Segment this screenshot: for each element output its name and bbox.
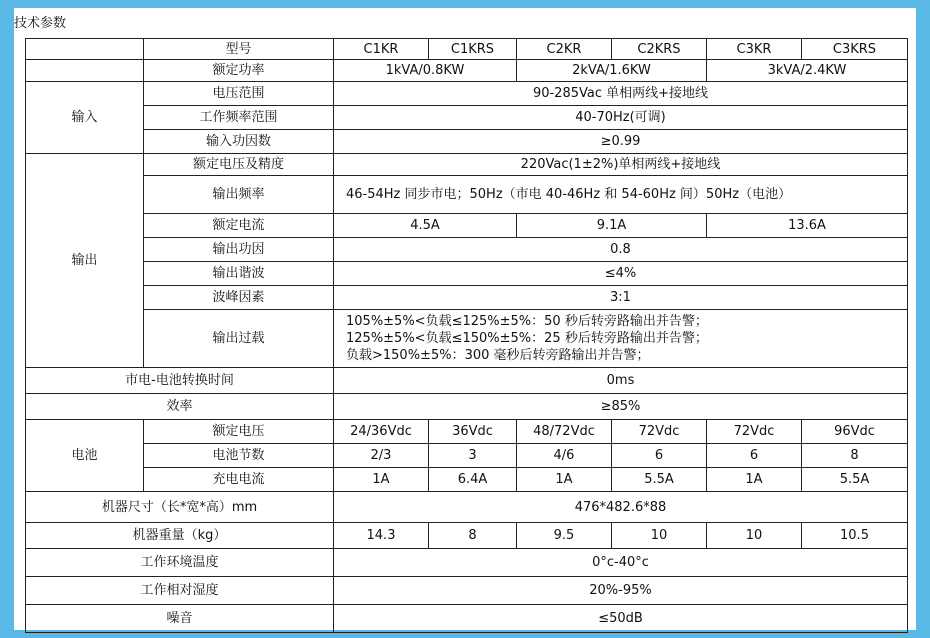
weight-cell: 10 — [612, 523, 707, 549]
power-cell: 1kVA/0.8KW — [334, 60, 517, 82]
battery-group-label: 电池 — [26, 420, 144, 492]
model-cell: C1KRS — [429, 39, 517, 60]
battery-charge-cell: 5.5A — [612, 468, 707, 492]
output-freq-label: 输出频率 — [144, 176, 334, 214]
output-thd-label: 输出谐波 — [144, 262, 334, 286]
input-group-label: 输入 — [26, 82, 144, 154]
temp-label: 工作环境温度 — [26, 549, 334, 577]
input-voltage-value: 90-285Vac 单相两线+接地线 — [334, 82, 908, 106]
output-overload-value — [334, 310, 908, 368]
battery-cells-cell: 6 — [612, 444, 707, 468]
power-cell: 3kVA/2.4KW — [707, 60, 908, 82]
weight-cell: 10.5 — [802, 523, 908, 549]
row-weight — [26, 523, 908, 549]
power-cell: 2kVA/1.6KW — [517, 60, 707, 82]
row-humidity — [26, 577, 908, 605]
power-label: 额定功率 — [144, 60, 334, 82]
row-input-freq — [26, 106, 908, 130]
model-cell: C2KR — [517, 39, 612, 60]
weight-label: 机器重量（kg） — [26, 523, 334, 549]
empty-cell — [26, 39, 144, 60]
humidity-label: 工作相对湿度 — [26, 577, 334, 605]
size-value: 476*482.6*88 — [334, 492, 908, 523]
input-pf-label: 输入功因数 — [144, 130, 334, 154]
output-pf-label: 输出功因 — [144, 238, 334, 262]
battery-voltage-cell: 72Vdc — [707, 420, 802, 444]
row-output-crest — [26, 286, 908, 310]
row-battery-charge — [26, 468, 908, 492]
battery-charge-cell: 6.4A — [429, 468, 517, 492]
output-thd-value: ≤4% — [334, 262, 908, 286]
output-current-cell: 4.5A — [334, 214, 517, 238]
row-output-freq — [26, 176, 908, 214]
row-model — [26, 39, 908, 60]
row-transfer — [26, 368, 908, 394]
output-crest-value: 3:1 — [334, 286, 908, 310]
battery-voltage-cell: 24/36Vdc — [334, 420, 429, 444]
output-current-cell: 13.6A — [707, 214, 908, 238]
battery-voltage-cell: 72Vdc — [612, 420, 707, 444]
battery-charge-label: 充电电流 — [144, 468, 334, 492]
output-pf-value: 0.8 — [334, 238, 908, 262]
efficiency-label: 效率 — [26, 394, 334, 420]
weight-cell: 10 — [707, 523, 802, 549]
caption: 技术参数 — [14, 16, 67, 31]
output-crest-label: 波峰因素 — [144, 286, 334, 310]
row-output-voltage — [26, 154, 908, 176]
size-label: 机器尺寸（长*宽*高）mm — [26, 492, 334, 523]
model-cell: C1KR — [334, 39, 429, 60]
row-efficiency — [26, 394, 908, 420]
model-cell: C3KRS — [802, 39, 908, 60]
overload-line: 负载>150%±5%：300 毫秒后转旁路输出并告警； — [346, 348, 650, 363]
battery-charge-cell: 1A — [517, 468, 612, 492]
row-noise — [26, 605, 908, 633]
row-output-current — [26, 214, 908, 238]
input-voltage-label: 电压范围 — [144, 82, 334, 106]
battery-voltage-cell: 36Vdc — [429, 420, 517, 444]
output-overload-label: 输出过载 — [144, 310, 334, 368]
model-cell: C3KR — [707, 39, 802, 60]
row-output-thd — [26, 262, 908, 286]
input-pf-value: ≥0.99 — [334, 130, 908, 154]
battery-voltage-cell: 48/72Vdc — [517, 420, 612, 444]
battery-cells-cell: 8 — [802, 444, 908, 468]
battery-charge-cell: 1A — [334, 468, 429, 492]
battery-charge-cell: 1A — [707, 468, 802, 492]
input-freq-label: 工作频率范围 — [144, 106, 334, 130]
battery-cells-cell: 4/6 — [517, 444, 612, 468]
weight-cell: 9.5 — [517, 523, 612, 549]
row-battery-cells — [26, 444, 908, 468]
overload-line: 125%±5%<负载≤150%±5%：25 秒后转旁路输出并告警； — [346, 331, 708, 346]
weight-cell: 14.3 — [334, 523, 429, 549]
empty-cell — [26, 60, 144, 82]
model-cell: C2KRS — [612, 39, 707, 60]
transfer-value: 0ms — [334, 368, 908, 394]
row-battery-voltage — [26, 420, 908, 444]
transfer-label: 市电-电池转换时间 — [26, 368, 334, 394]
battery-voltage-label: 额定电压 — [144, 420, 334, 444]
row-input-voltage — [26, 82, 908, 106]
battery-cells-cell: 6 — [707, 444, 802, 468]
row-input-pf — [26, 130, 908, 154]
output-voltage-value: 220Vac(1±2%)单相两线+接地线 — [334, 154, 908, 176]
row-temp — [26, 549, 908, 577]
efficiency-value: ≥85% — [334, 394, 908, 420]
row-power — [26, 60, 908, 82]
output-freq-value: 46-54Hz 同步市电；50Hz（市电 40-46Hz 和 54-60Hz 间）50Hz（电池） — [334, 176, 908, 214]
battery-voltage-cell: 96Vdc — [802, 420, 908, 444]
output-group-label: 输出 — [26, 154, 144, 368]
row-output-overload — [26, 310, 908, 368]
output-voltage-label: 额定电压及精度 — [144, 154, 334, 176]
input-freq-value: 40-70Hz(可调) — [334, 106, 908, 130]
row-output-pf — [26, 238, 908, 262]
noise-value: ≤50dB — [334, 605, 908, 633]
battery-cells-cell: 3 — [429, 444, 517, 468]
battery-cells-cell: 2/3 — [334, 444, 429, 468]
battery-charge-cell: 5.5A — [802, 468, 908, 492]
weight-cell: 8 — [429, 523, 517, 549]
row-size — [26, 492, 908, 523]
overload-line: 105%±5%<负载≤125%±5%：50 秒后转旁路输出并告警； — [346, 314, 708, 329]
battery-cells-label: 电池节数 — [144, 444, 334, 468]
humidity-value: 20%-95% — [334, 577, 908, 605]
output-current-cell: 9.1A — [517, 214, 707, 238]
temp-value: 0°c-40°c — [334, 549, 908, 577]
spec-table — [25, 38, 908, 633]
model-label: 型号 — [144, 39, 334, 60]
noise-label: 噪音 — [26, 605, 334, 633]
output-current-label: 额定电流 — [144, 214, 334, 238]
